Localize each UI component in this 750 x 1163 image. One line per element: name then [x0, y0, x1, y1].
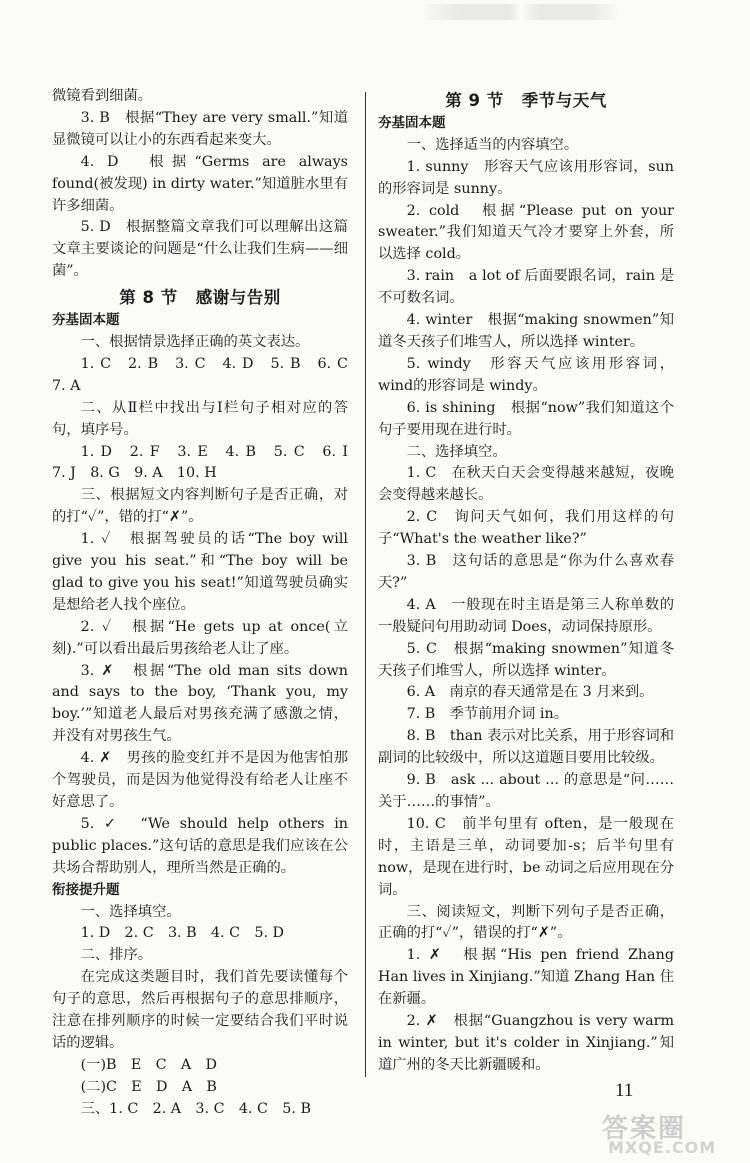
sub-heading: 夯基固本题	[52, 312, 120, 329]
answer-paragraph: 9. B ask ... about ... 的意思是“问……关于……的事情”。	[378, 772, 674, 810]
answer-paragraph: 5. D 根据整篇文章我们可以理解出这篇文章主要谈论的问题是“什么让我们生病——细菌”。	[52, 219, 348, 280]
answer-paragraph: 2. ✓ 根据“He gets up at once(立刻).”可以看出最后男孩给老人让了座。	[52, 618, 348, 657]
section-title	[52, 287, 348, 309]
answer-paragraph: 10. C 前半句里有 often，是一般现在时，主语是三单，动词要加-s；后半句里有now，是现在进行时，be 动词之后应用现在分词。	[378, 815, 674, 898]
top-scan-smudge	[420, 4, 620, 20]
answer-paragraph: 1. sunny 形容天气应该用形容词，sun的形容词是 sunny。	[378, 158, 674, 197]
section-name: 季节与天气	[521, 91, 607, 110]
answer-paragraph: 1. C 在秋天白天会变得越来越短，夜晚会变得越来越长。	[378, 465, 674, 504]
answer-paragraph: 5. C 根据“making snowmen”知道冬天孩子们堆雪人，所以选择 winter。	[378, 640, 674, 679]
answer-paragraph: 5. windy 形容天气应该用形容词，wind的形容词是 windy。	[378, 355, 674, 394]
answer-paragraph: 7. B 季节前用介词 in。	[406, 706, 568, 723]
answer-paragraph: 3. B 这句话的意思是“你为什么喜欢春天?”	[378, 553, 674, 591]
section-number: 第 8 节	[119, 288, 178, 308]
answer-paragraph: 二、排序。	[80, 947, 153, 964]
answer-paragraph: 一、选择适当的内容填空。	[406, 136, 579, 153]
answer-paragraph: 三、阅读短文，判断下列句子是否正确，正确的打“✓”，错误的打“✗”。	[378, 903, 674, 942]
answer-paragraph: 8. B than 表示对比关系，用于形容词和副词的比较级中，所以这道题目要用比较级。	[378, 728, 674, 767]
answer-paragraph: 三、1. C 2. A 3. C 4. C 5. B	[80, 1100, 311, 1117]
answer-paragraph: 5. ✓ “We should help others in public places.”这句话的意思是我们应该在公共场合帮助别人，理所当然是正确的。	[52, 815, 348, 876]
section-number: 第 9 节	[445, 91, 504, 110]
page-number: 11	[615, 1080, 634, 1101]
left-column	[52, 86, 363, 1121]
answer-paragraph: 6. A 南京的春天通常是在 3 月来到。	[406, 684, 654, 701]
section-title	[378, 90, 674, 112]
answer-paragraph: 2. C 询问天气如何，我们用这样的句子“What's the weather like?”	[378, 509, 674, 548]
answer-paragraph: 6. is shining 根据“now”我们知道这个句子要用现在进行时。	[378, 399, 674, 438]
answer-paragraph: 一、根据情景选择正确的英文表达。	[80, 333, 310, 350]
answer-paragraph: 三、根据短文内容判断句子是否正确，对的打“✓”，错的打“✗”。	[52, 487, 348, 526]
answer-paragraph: 1. C 2. B 3. C 4. D 5. B 6. C 7. A	[52, 355, 363, 394]
answer-paragraph: 在完成这类题目时，我们首先要读懂每个句子的意思，然后再根据句子的意思排顺序，注意在排列顺序的时候一定要结合我们平时说话的逻辑。	[52, 969, 348, 1051]
answer-paragraph: 2. ✗ 根据“Guangzhou is very warm in winter, but it's colder in Xinjiang.”知道广州的冬天比新疆暖和。	[378, 1013, 674, 1073]
answer-paragraph: 微镜看到细菌。	[52, 88, 153, 104]
sub-heading: 衔接提升题	[52, 881, 120, 898]
watermark-url: MXQE.COM	[608, 1138, 717, 1157]
answer-paragraph: 2. cold 根据“Please put on your sweater.”我们知道天气冷才要穿上外套，所以选择 cold。	[378, 202, 674, 263]
answer-paragraph: 3. ✗ 根据“The old man sits down and says to the boy, ‘Thank you, my boy.’”知道老人最后对男孩充满了感激之情，并没有对男孩生气。	[52, 662, 348, 745]
answer-paragraph: 一、选择填空。	[80, 903, 181, 920]
answer-paragraph: 3. rain a lot of 后面要跟名词，rain 是不可数名词。	[378, 268, 674, 307]
answer-paragraph: 1. D 2. C 3. B 4. C 5. D	[80, 925, 285, 942]
answer-paragraph: 1. ✓ 根据驾驶员的话“The boy will give you his seat.”和“The boy will be glad to give you his seat!”知道驾驶员确实是想给老人找个座位。	[52, 531, 348, 613]
answer-paragraph: 1. D 2. F 3. E 4. B 5. C 6. I 7. J 8. G 9. A 10. H	[52, 443, 363, 482]
answer-paragraph: (一)B E C A D	[80, 1056, 217, 1073]
right-column	[378, 86, 674, 1077]
column-divider	[365, 92, 366, 1077]
answer-paragraph: 1. ✗ 根据“His pen friend Zhang Han lives in Xinjiang.”知道 Zhang Han 住在新疆。	[378, 947, 674, 1008]
answer-paragraph: (二)C E D A B	[80, 1078, 217, 1095]
answer-paragraph: 4. A 一般现在时主语是第三人称单数的一般疑问句用助动词 Does，动词保持原形。	[378, 596, 674, 635]
section-name: 感谢与告别	[195, 288, 281, 308]
answer-paragraph: 二、从Ⅱ栏中找出与Ⅰ栏句子相对应的答句，填序号。	[52, 399, 348, 438]
answer-paragraph: 4. ✗ 男孩的脸变红并不是因为他害怕那个驾驶员，而是因为他觉得没有给老人让座不好意思了。	[52, 750, 348, 810]
answer-paragraph: 3. B 根据“They are very small.”知道显微镜可以让小的东西看起来变大。	[52, 109, 348, 148]
watermark-logo	[598, 1108, 746, 1160]
answer-paragraph: 4. winter 根据“making snowmen”知道冬天孩子们堆雪人，所以选择 winter。	[378, 312, 674, 350]
watermark-text: 答案圈	[602, 1114, 687, 1144]
sub-heading: 夯基固本题	[378, 114, 446, 131]
answer-paragraph: 二、选择填空。	[406, 443, 507, 460]
answer-paragraph: 4. D 根据“Germs are always found(被发现) in dirty water.”知道脏水里有许多细菌。	[52, 153, 348, 214]
